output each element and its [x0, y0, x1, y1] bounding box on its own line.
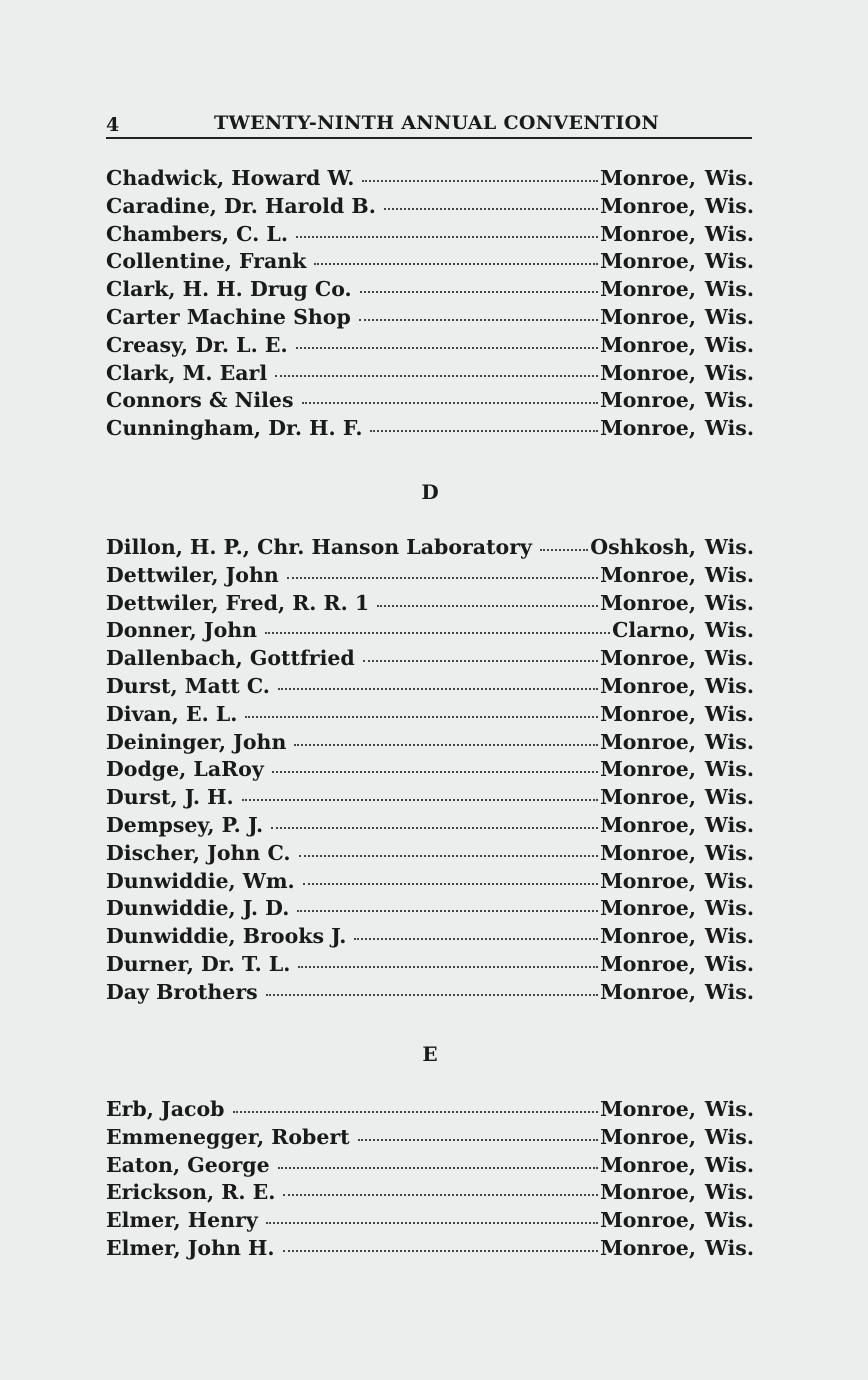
directory-entry	[106, 618, 754, 646]
entry-state: Wis.	[704, 590, 754, 615]
dot-leader	[275, 375, 598, 377]
entry-city: Monroe,	[600, 840, 696, 865]
entry-city: Monroe,	[600, 304, 696, 329]
entry-list-c	[106, 166, 754, 444]
entry-name: Creasy, Dr. L. E.	[106, 332, 288, 357]
directory-entry	[106, 924, 754, 952]
entry-name: Dunwiddie, J. D.	[106, 896, 290, 921]
section-letter-e: E	[422, 1042, 438, 1066]
entry-city: Monroe,	[600, 673, 696, 698]
directory-entry	[106, 416, 754, 444]
entry-name: Durner, Dr. T. L.	[106, 951, 291, 976]
entry-state: Wis.	[704, 868, 754, 893]
dot-leader	[362, 180, 598, 182]
dot-leader	[363, 660, 598, 662]
directory-entry	[106, 388, 754, 416]
directory-entry	[106, 591, 754, 619]
dot-leader	[360, 291, 598, 293]
entry-state: Wis.	[704, 193, 754, 218]
directory-entry	[106, 869, 754, 897]
entry-state: Wis.	[704, 562, 754, 587]
entry-state: Wis.	[704, 1097, 754, 1121]
header-rule	[106, 137, 752, 139]
entry-city: Monroe,	[600, 812, 696, 837]
entry-city: Monroe,	[600, 979, 696, 1004]
entry-name: Chadwick, Howard W.	[106, 166, 355, 190]
directory-entry	[106, 730, 754, 758]
entry-name: Dunwiddie, Brooks J.	[106, 924, 347, 949]
directory-entry	[106, 674, 754, 702]
entry-state: Wis.	[704, 1124, 754, 1149]
entry-city: Monroe,	[600, 590, 696, 615]
entry-name: Dettwiler, Fred, R. R. 1	[106, 590, 370, 615]
entry-name: Durst, Matt C.	[106, 673, 270, 698]
directory-entry	[106, 757, 754, 785]
directory-entry	[106, 361, 754, 389]
dot-leader	[283, 1194, 598, 1196]
entry-state: Wis.	[704, 388, 754, 413]
dot-leader	[296, 347, 598, 349]
directory-entry	[106, 841, 754, 869]
directory-entry	[106, 333, 754, 361]
entry-state: Wis.	[704, 304, 754, 329]
entry-name: Erickson, R. E.	[106, 1180, 276, 1205]
entry-city: Monroe,	[600, 277, 696, 302]
entry-name: Cunningham, Dr. H. F.	[106, 416, 363, 441]
directory-entry	[106, 702, 754, 730]
dot-leader	[302, 402, 599, 404]
entry-name: Divan, E. L.	[106, 701, 238, 726]
entry-city: Monroe,	[600, 729, 696, 754]
entry-name: Caradine, Dr. Harold B.	[106, 193, 376, 218]
entry-state: Wis.	[704, 249, 754, 274]
entry-city: Monroe,	[600, 951, 696, 976]
entry-state: Wis.	[704, 896, 754, 921]
entry-state: Wis.	[704, 812, 754, 837]
entry-city: Monroe,	[600, 896, 696, 921]
entry-name: Elmer, Henry	[106, 1208, 258, 1233]
directory-entry	[106, 535, 754, 563]
entry-state: Wis.	[704, 1208, 754, 1233]
directory-entry	[106, 1180, 754, 1208]
directory-entry	[106, 194, 754, 222]
entry-name: Deininger, John	[106, 729, 287, 754]
dot-leader	[298, 966, 598, 968]
dot-leader	[358, 1139, 598, 1141]
entry-city: Monroe,	[600, 166, 696, 190]
entry-city: Monroe,	[600, 562, 696, 587]
dot-leader	[271, 827, 598, 829]
entry-city: Monroe,	[600, 701, 696, 726]
section-letter-d: D	[421, 480, 439, 504]
entry-state: Wis.	[704, 535, 754, 559]
entry-state: Wis.	[704, 1235, 754, 1260]
entry-state: Wis.	[704, 277, 754, 302]
entry-name: Elmer, John H.	[106, 1235, 275, 1260]
entry-city: Monroe,	[600, 332, 696, 357]
entry-state: Wis.	[704, 1152, 754, 1177]
dot-leader	[384, 208, 598, 210]
section-d	[106, 535, 754, 1008]
entry-name: Dillon, H. P., Chr. Hanson Laboratory	[106, 535, 532, 559]
directory-entry	[106, 249, 754, 277]
entry-city: Monroe,	[600, 416, 696, 441]
entry-city: Monroe,	[600, 249, 696, 274]
entry-name: Day Brothers	[106, 979, 258, 1004]
entry-city: Monroe,	[600, 646, 696, 671]
dot-leader	[278, 1167, 598, 1169]
entry-city: Oshkosh,	[590, 535, 696, 559]
dot-leader	[370, 430, 598, 432]
entry-state: Wis.	[704, 785, 754, 810]
dot-leader	[272, 771, 598, 773]
dot-leader	[294, 744, 598, 746]
page-number: 4	[106, 114, 120, 136]
entry-city: Monroe,	[600, 388, 696, 413]
entry-state: Wis.	[704, 416, 754, 441]
page-header	[106, 112, 752, 140]
entry-name: Connors & Niles	[106, 388, 294, 413]
dot-leader	[278, 688, 598, 690]
dot-leader	[299, 855, 599, 857]
directory-entry	[106, 813, 754, 841]
entry-name: Donner, John	[106, 618, 258, 643]
dot-leader	[245, 716, 598, 718]
entry-list-e	[106, 1097, 754, 1264]
directory-entry	[106, 980, 754, 1008]
entry-state: Wis.	[704, 673, 754, 698]
entry-city: Monroe,	[600, 1235, 696, 1260]
entry-city: Monroe,	[600, 1124, 696, 1149]
entry-state: Wis.	[704, 924, 754, 949]
dot-leader	[266, 1222, 598, 1224]
entry-city: Monroe,	[600, 1152, 696, 1177]
entry-state: Wis.	[704, 951, 754, 976]
directory-entry	[106, 1153, 754, 1181]
entry-list-d	[106, 535, 754, 1008]
entry-state: Wis.	[704, 979, 754, 1004]
directory-entry	[106, 277, 754, 305]
entry-state: Wis.	[704, 360, 754, 385]
entry-name: Clark, H. H. Drug Co.	[106, 277, 352, 302]
directory-entry	[106, 305, 754, 333]
entry-state: Wis.	[704, 729, 754, 754]
directory-entry	[106, 166, 754, 194]
entry-state: Wis.	[704, 332, 754, 357]
dot-leader	[303, 883, 598, 885]
dot-leader	[265, 632, 610, 634]
directory-entry	[106, 785, 754, 813]
entry-city: Monroe,	[600, 924, 696, 949]
directory-entry	[106, 896, 754, 924]
page-title: TWENTY-NINTH ANNUAL CONVENTION	[214, 112, 660, 134]
section-e	[106, 1097, 754, 1264]
dot-leader	[266, 994, 598, 996]
directory-entry	[106, 1097, 754, 1125]
entry-name: Dallenbach, Gottfried	[106, 646, 355, 671]
dot-leader	[242, 799, 598, 801]
dot-leader	[283, 1250, 599, 1252]
dot-leader	[287, 577, 598, 579]
dot-leader	[377, 605, 598, 607]
entry-city: Clarno,	[612, 618, 696, 643]
directory-entry	[106, 563, 754, 591]
entry-state: Wis.	[704, 840, 754, 865]
section-c	[106, 166, 754, 444]
entry-state: Wis.	[704, 701, 754, 726]
entry-name: Carter Machine Shop	[106, 304, 351, 329]
entry-city: Monroe,	[600, 757, 696, 782]
entry-state: Wis.	[704, 221, 754, 246]
directory-entry	[106, 646, 754, 674]
entry-name: Eaton, George	[106, 1152, 270, 1177]
directory-entry	[106, 952, 754, 980]
entry-city: Monroe,	[600, 1208, 696, 1233]
entry-name: Dunwiddie, Wm.	[106, 868, 295, 893]
entry-state: Wis.	[704, 166, 754, 190]
entry-state: Wis.	[704, 646, 754, 671]
entry-name: Dettwiler, John	[106, 562, 279, 587]
entry-city: Monroe,	[600, 221, 696, 246]
entry-city: Monroe,	[600, 1097, 696, 1121]
dot-leader	[540, 549, 588, 551]
entry-city: Monroe,	[600, 1180, 696, 1205]
entry-name: Collentine, Frank	[106, 249, 307, 274]
entry-name: Discher, John C.	[106, 840, 291, 865]
directory-entry	[106, 1125, 754, 1153]
entry-name: Emmenegger, Robert	[106, 1124, 350, 1149]
directory-entry	[106, 1208, 754, 1236]
dot-leader	[314, 263, 598, 265]
entry-city: Monroe,	[600, 193, 696, 218]
entry-name: Dodge, LaRoy	[106, 757, 264, 782]
entry-name: Chambers, C. L.	[106, 221, 288, 246]
entry-city: Monroe,	[600, 785, 696, 810]
entry-city: Monroe,	[600, 360, 696, 385]
entry-city: Monroe,	[600, 868, 696, 893]
dot-leader	[297, 910, 598, 912]
directory-entry	[106, 222, 754, 250]
dot-leader	[354, 938, 598, 940]
entry-name: Durst, J. H.	[106, 785, 234, 810]
entry-name: Erb, Jacob	[106, 1097, 225, 1121]
dot-leader	[233, 1111, 599, 1113]
dot-leader	[296, 236, 598, 238]
entry-name: Dempsey, P. J.	[106, 812, 264, 837]
directory-entry	[106, 1236, 754, 1264]
entry-state: Wis.	[704, 757, 754, 782]
entry-name: Clark, M. Earl	[106, 360, 268, 385]
entry-state: Wis.	[704, 1180, 754, 1205]
entry-state: Wis.	[704, 618, 754, 643]
dot-leader	[359, 319, 598, 321]
